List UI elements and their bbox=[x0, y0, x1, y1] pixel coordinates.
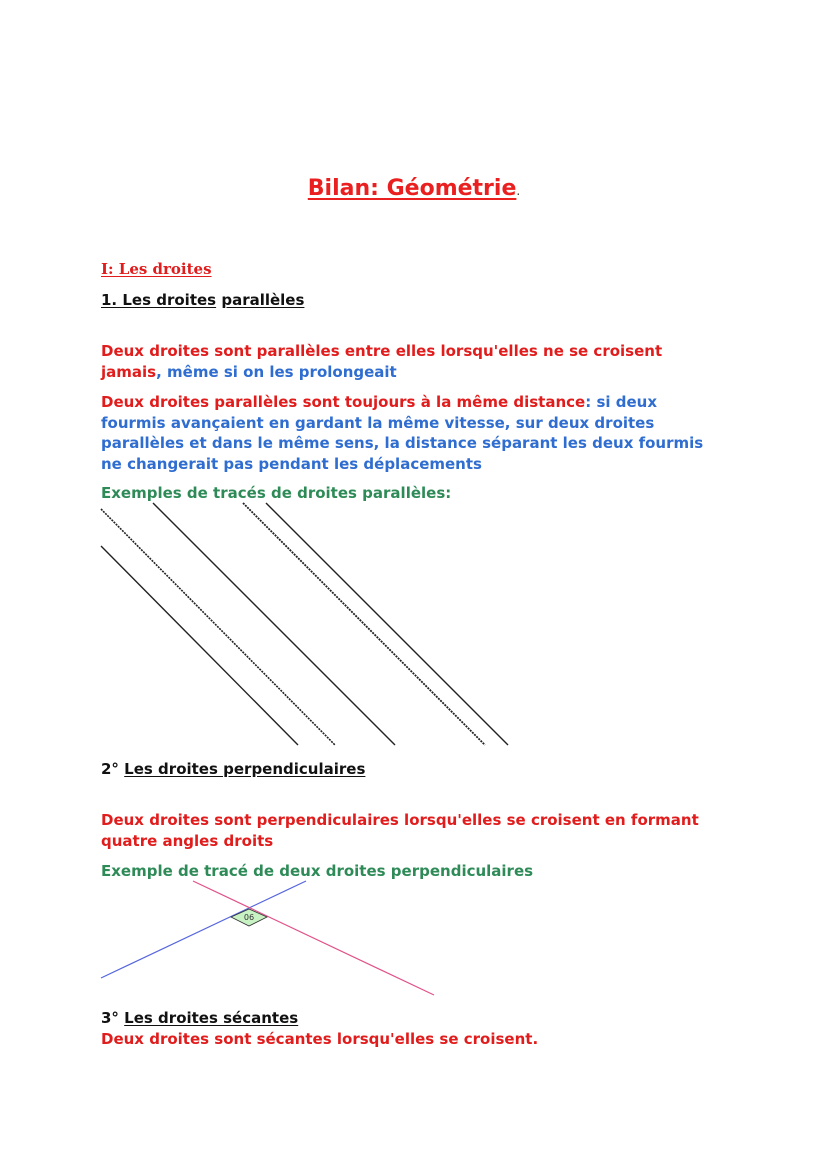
definition-distance-red: Deux droites parallèles sont toujours à la même distance bbox=[101, 393, 586, 411]
subheading-secant-title: Les droites sécantes bbox=[124, 1009, 299, 1027]
subheading-parallel-number: 1. Les droites bbox=[101, 291, 217, 309]
definition-distance-blue: : si deux fourmis avançaient en gardant la même vitesse, sur deux droites parallèles et dans le même sens, la distance séparant les deux fourmis ne changerait pas pendant les déplacements bbox=[101, 393, 704, 473]
blue-line bbox=[101, 881, 306, 978]
definition-parallel-blue: , même si on les prolongeait bbox=[156, 362, 397, 381]
subheading-parallel-title: parallèles bbox=[221, 291, 305, 309]
pink-line bbox=[193, 881, 434, 995]
definition-secant: Deux droites sont sécantes lorsqu'elles se croisent. bbox=[101, 1030, 539, 1048]
angle-label: 90 bbox=[243, 912, 255, 921]
subheading-perpendicular-number: 2° bbox=[101, 760, 119, 778]
subheading-secant bbox=[101, 1008, 298, 1029]
page-title-dot: . bbox=[516, 184, 521, 198]
definition-parallel-red: Deux droites sont parallèles entre elles lorsqu'elles ne se croisent jamais bbox=[101, 342, 663, 381]
examples-perpendicular-label: Exemple de tracé de deux droites perpendiculaires bbox=[101, 862, 534, 880]
examples-parallel-label: Exemples de tracés de droites parallèles: bbox=[101, 484, 452, 502]
page-title-text: Bilan: Géométrie bbox=[307, 176, 517, 201]
subheading-secant-number: 3° bbox=[101, 1009, 119, 1027]
definition-perpendicular: Deux droites sont perpendiculaires lorsqu'elles se croisent en formant quatre angles droits bbox=[101, 811, 699, 850]
section-heading-text: I: Les droites bbox=[101, 260, 212, 278]
subheading-perpendicular-title: Les droites perpendiculaires bbox=[124, 760, 366, 778]
